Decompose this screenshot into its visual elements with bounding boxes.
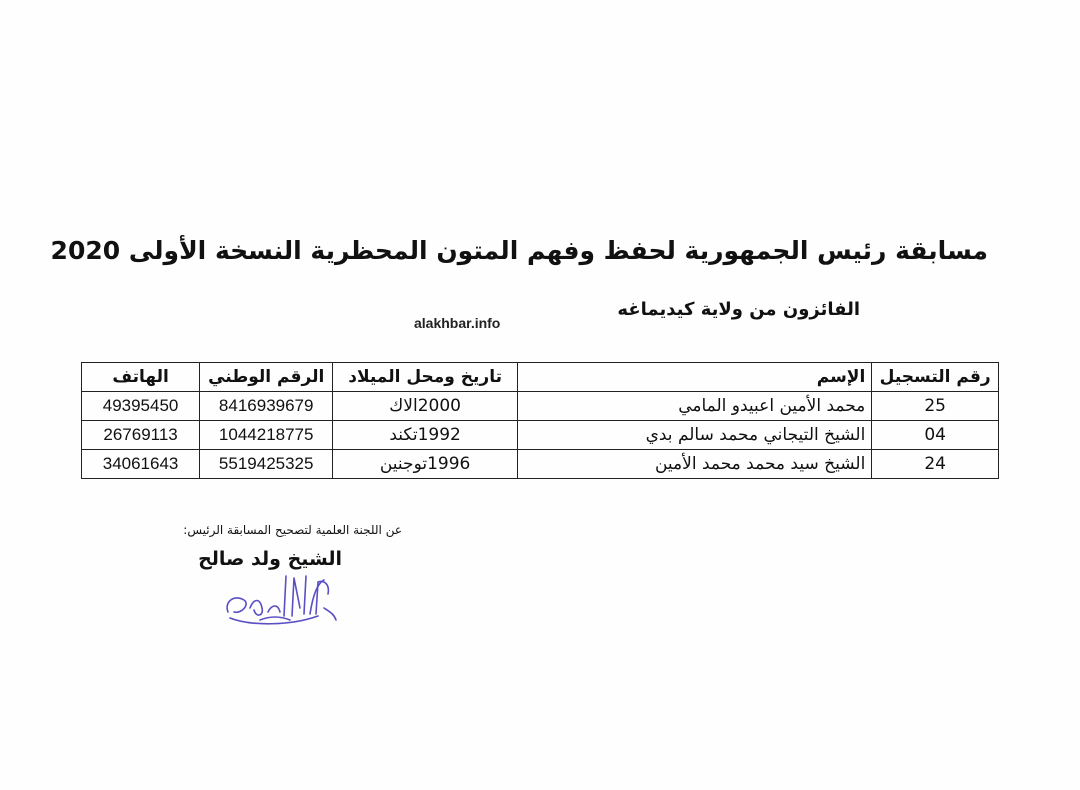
document-subtitle: الفائزون من ولاية كيديماغه [617,299,860,320]
table-row [82,421,999,450]
table-row [82,450,999,479]
header-registration: رقم التسجيل [872,363,999,392]
cell-registration: 25 [872,392,999,421]
cell-registration: 24 [872,450,999,479]
cell-national-id: 8416939679 [200,392,333,421]
table-row [82,392,999,421]
signer-name: الشيخ ولد صالح [198,548,342,570]
cell-name: الشيخ سيد محمد محمد الأمين [517,450,871,479]
cell-phone: 34061643 [82,450,200,479]
cell-phone: 49395450 [82,392,200,421]
header-name: الإسم [517,363,871,392]
header-national-id: الرقم الوطني [200,363,333,392]
cell-phone: 26769113 [82,421,200,450]
table-header-row [82,363,999,392]
document-title: مسابقة رئيس الجمهورية لحفظ وفهم المتون المحظرية النسخة الأولى 2020 [50,236,988,265]
cell-national-id: 5519425325 [200,450,333,479]
cell-national-id: 1044218775 [200,421,333,450]
cell-registration: 04 [872,421,999,450]
watermark: alakhbar.info [414,315,501,331]
header-phone: الهاتف [82,363,200,392]
signature-strokes [227,576,336,624]
cell-birth: 1992تكند [333,421,518,450]
winners-table [81,362,999,479]
cell-birth: 1996توجنين [333,450,518,479]
header-birth: تاريخ ومحل الميلاد [333,363,518,392]
cell-name: الشيخ التيجاني محمد سالم بدي [517,421,871,450]
handwritten-signature [220,568,340,628]
committee-label: عن اللجنة العلمية لتصحيح المسابقة الرئيس: [183,523,402,537]
cell-name: محمد الأمين اعبيدو المامي [517,392,871,421]
cell-birth: 2000الاك [333,392,518,421]
